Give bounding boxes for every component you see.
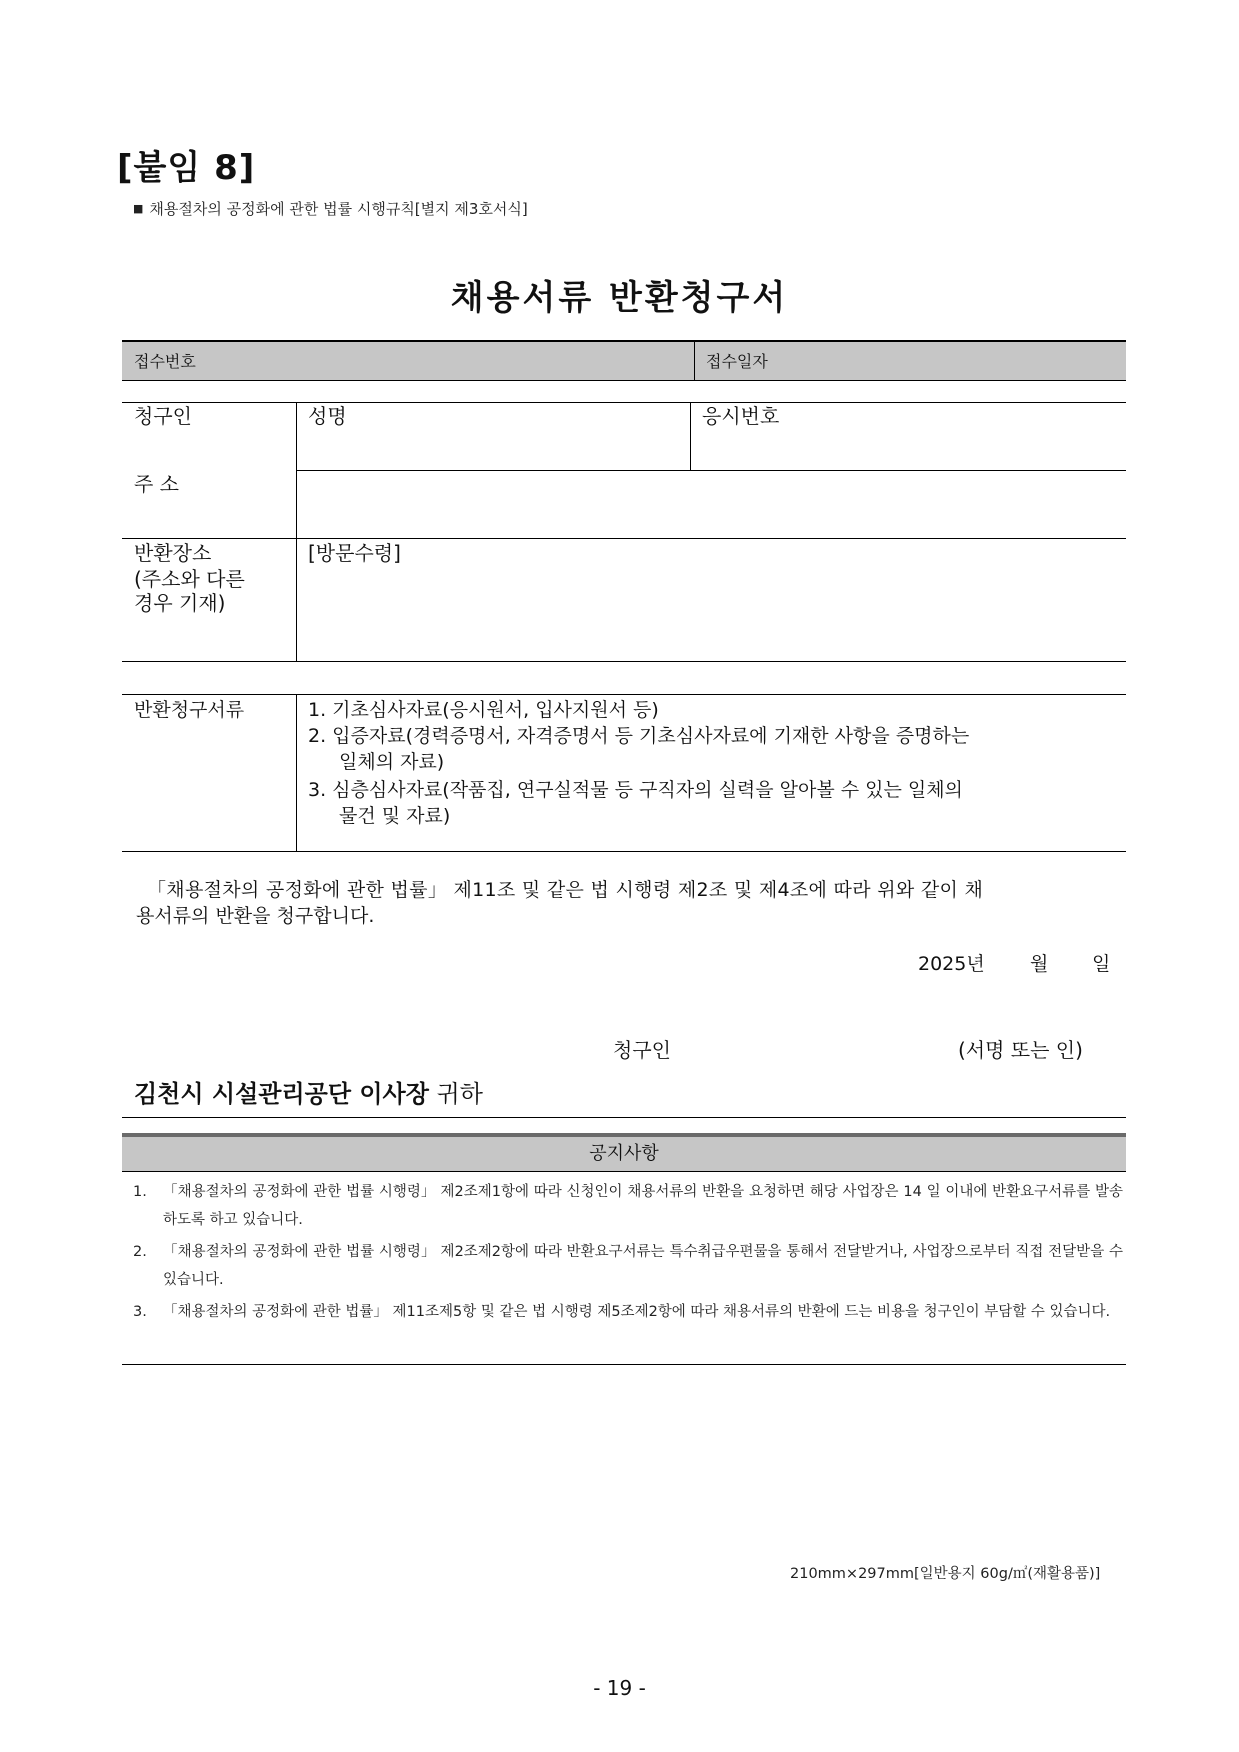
address-row-bottom bbox=[122, 538, 1126, 539]
claimant-label: 청구인 bbox=[613, 1038, 671, 1062]
receipt-date-label: 접수일자 bbox=[706, 352, 768, 371]
addressee-underline bbox=[122, 1117, 1126, 1118]
legal-basis-text: 채용절차의 공정화에 관한 법률 시행규칙[별지 제3호서식] bbox=[149, 200, 528, 218]
notice-item-number: 2. bbox=[133, 1244, 147, 1260]
notice-item bbox=[133, 1178, 1123, 1234]
date-year: 2025년 bbox=[918, 953, 985, 975]
receipt-number-label: 접수번호 bbox=[134, 352, 196, 371]
document-item: 3. 심층심사자료(작품집, 연구실적물 등 구직자의 실력을 알아볼 수 있는 일체의 bbox=[308, 779, 963, 801]
receipt-divider bbox=[694, 342, 695, 380]
document-item: 물건 및 자료) bbox=[339, 805, 451, 827]
notice-item-text: 「채용절차의 공정화에 관한 법률 시행령」 제2조제1항에 따라 신청인이 채용서류의 반환을 요청하면 해당 사업장은 14 일 이내에 반환요구서류를 발송하도록 하고 있습니다. bbox=[163, 1184, 1123, 1228]
date-day: 일 bbox=[1092, 953, 1111, 975]
applicant-table-bottom bbox=[122, 661, 1126, 662]
return-place-note: (주소와 다른 bbox=[134, 567, 245, 591]
signature-label: (서명 또는 인) bbox=[958, 1038, 1083, 1062]
addressee bbox=[134, 1078, 483, 1110]
legal-basis bbox=[133, 198, 528, 219]
receipt-row bbox=[122, 340, 1126, 381]
document-item: 일체의 자료) bbox=[339, 751, 445, 773]
label-column-divider bbox=[296, 402, 297, 661]
form-title: 채용서류 반환청구서 bbox=[450, 278, 789, 318]
return-place-label: 반환장소 bbox=[134, 541, 212, 565]
notice-item bbox=[133, 1298, 1123, 1326]
square-bullet-icon: ■ bbox=[133, 202, 144, 215]
document-item: 1. 기초심사자료(응시원서, 입사지원서 등) bbox=[308, 699, 659, 721]
notice-item-text: 「채용절차의 공정화에 관한 법률 시행령」 제2조제2항에 따라 반환요구서류는 특수취급우편물을 통해서 전달받거나, 사업장으로부터 직접 전달받을 수 있습니다. bbox=[163, 1244, 1123, 1288]
notice-item-text: 「채용절차의 공정화에 관한 법률」 제11조제5항 및 같은 법 시행령 제5조제2항에 따라 채용서류의 반환에 드는 비용을 청구인이 부담할 수 있습니다. bbox=[163, 1304, 1111, 1320]
name-row-bottom bbox=[296, 470, 1126, 471]
paper-spec: 210mm×297mm[일반용지 60g/㎡(재활용품)] bbox=[790, 1566, 1101, 1582]
declaration-text: 「채용절차의 공정화에 관한 법률」 제11조 및 같은 법 시행령 제2조 및 제4조에 따라 위와 같이 채 bbox=[147, 879, 984, 901]
documents-label: 반환청구서류 bbox=[134, 699, 245, 721]
attachment-title: [붙임 8] bbox=[117, 148, 256, 188]
notice-header: 공지사항 bbox=[122, 1133, 1126, 1172]
declaration-text: 용서류의 반환을 청구합니다. bbox=[136, 905, 375, 927]
exam-number-label: 응시번호 bbox=[702, 404, 780, 428]
addressee-suffix: 귀하 bbox=[436, 1080, 483, 1108]
applicant-label: 청구인 bbox=[134, 404, 192, 428]
address-label: 주 소 bbox=[134, 472, 179, 496]
documents-column-divider bbox=[296, 694, 297, 851]
applicant-table-top bbox=[122, 402, 1126, 403]
addressee-name: 김천시 시설관리공단 이사장 bbox=[134, 1080, 429, 1108]
return-place-value: [방문수령] bbox=[308, 541, 401, 565]
notice-bottom-line bbox=[122, 1364, 1126, 1365]
page-number: - 19 - bbox=[593, 1676, 646, 1700]
name-field-label: 성명 bbox=[308, 404, 347, 428]
exam-number-divider bbox=[690, 402, 691, 470]
documents-table-top bbox=[122, 694, 1126, 695]
notice-item bbox=[133, 1238, 1123, 1294]
return-place-note: 경우 기재) bbox=[134, 591, 226, 615]
document-item: 2. 입증자료(경력증명서, 자격증명서 등 기초심사자료에 기재한 사항을 증명하는 bbox=[308, 725, 970, 747]
notice-item-number: 1. bbox=[133, 1184, 147, 1200]
documents-table-bottom bbox=[122, 851, 1126, 852]
notice-item-number: 3. bbox=[133, 1304, 147, 1320]
date-month: 월 bbox=[1030, 953, 1049, 975]
